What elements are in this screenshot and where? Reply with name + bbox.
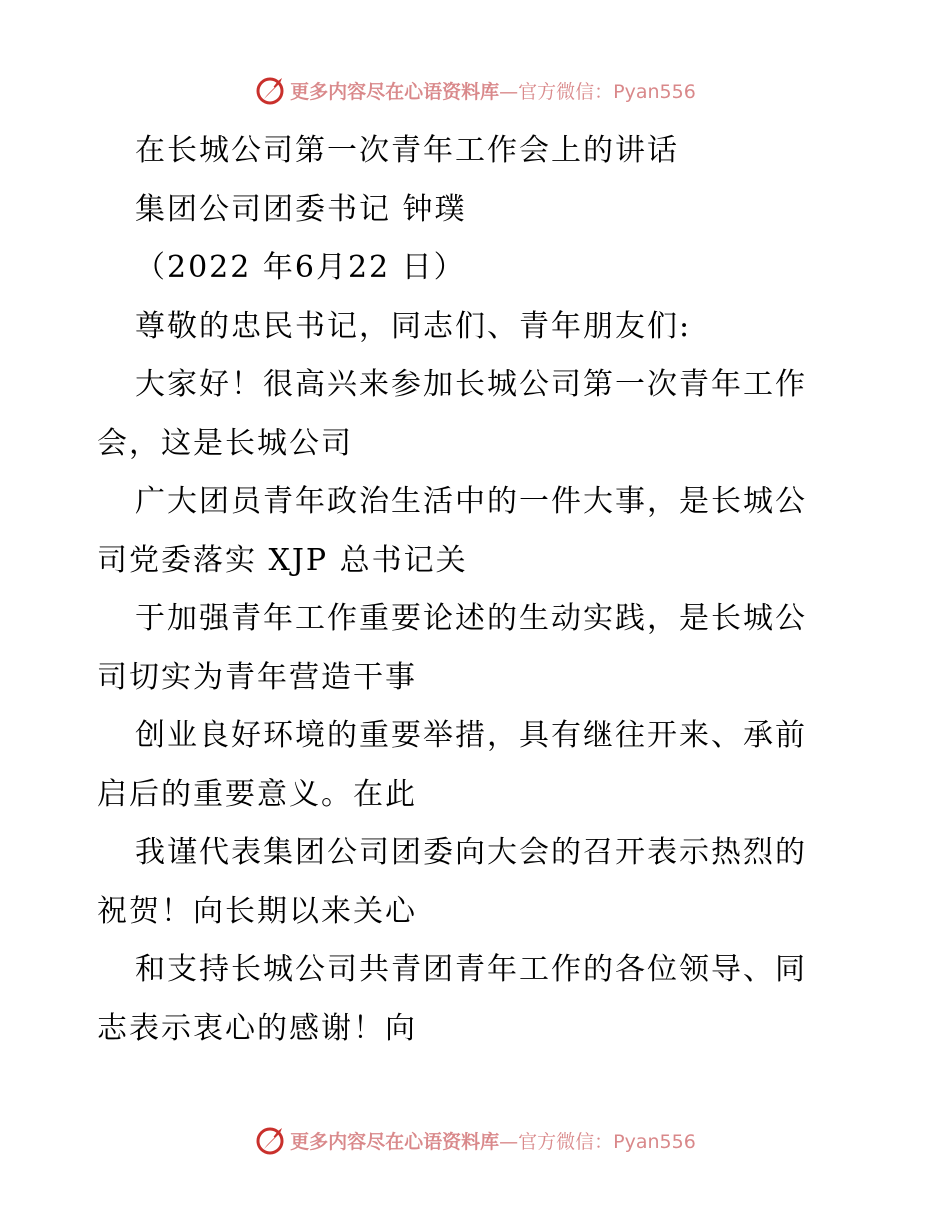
body-line: 大家好！很高兴来参加长城公司第一次青年工作: [135, 367, 807, 402]
watermark-main-text: 更多内容尽在心语资料库: [290, 80, 500, 103]
body-text: [97, 298, 857, 1059]
document-body: [97, 122, 857, 1058]
document-date: （2022 年6月22 日）: [135, 250, 466, 285]
document-title: 在长城公司第一次青年工作会上的讲话: [135, 133, 679, 168]
footer-watermark: [0, 1120, 950, 1160]
watermark-main-text: 更多内容尽在心语资料库: [290, 1130, 500, 1153]
body-line: 于加强青年工作重要论述的生动实践，是长城公: [135, 601, 807, 636]
header-watermark: [0, 70, 950, 110]
body-line: 司切实为青年营造干事: [97, 659, 417, 695]
body-line: 创业良好环境的重要举措，具有继往开来、承前: [135, 718, 807, 753]
body-line: 启后的重要意义。在此: [97, 776, 417, 812]
body-line: 我谨代表集团公司团委向大会的召开表示热烈的: [135, 835, 807, 870]
body-line: 祝贺！向长期以来关心: [97, 893, 417, 929]
document-author: 集团公司团委书记 钟璞: [135, 191, 467, 227]
body-line: 和支持长城公司共青团青年工作的各位领导、同: [135, 952, 807, 987]
watermark-sub-text: —官方微信：Pyan556: [499, 1130, 696, 1153]
body-line: 会，这是长城公司: [97, 425, 353, 461]
body-line: 尊敬的忠民书记，同志们、青年朋友们:: [135, 308, 692, 344]
quill-logo-icon: [254, 73, 288, 107]
body-line: 广大团员青年政治生活中的一件大事，是长城公: [135, 484, 807, 519]
quill-logo-icon: [254, 1123, 288, 1157]
body-line: 司党委落实 XJP 总书记关: [97, 542, 468, 578]
watermark-sub-text: —官方微信：Pyan556: [499, 80, 696, 103]
body-line: 志表示衷心的感谢！向: [97, 1010, 417, 1046]
